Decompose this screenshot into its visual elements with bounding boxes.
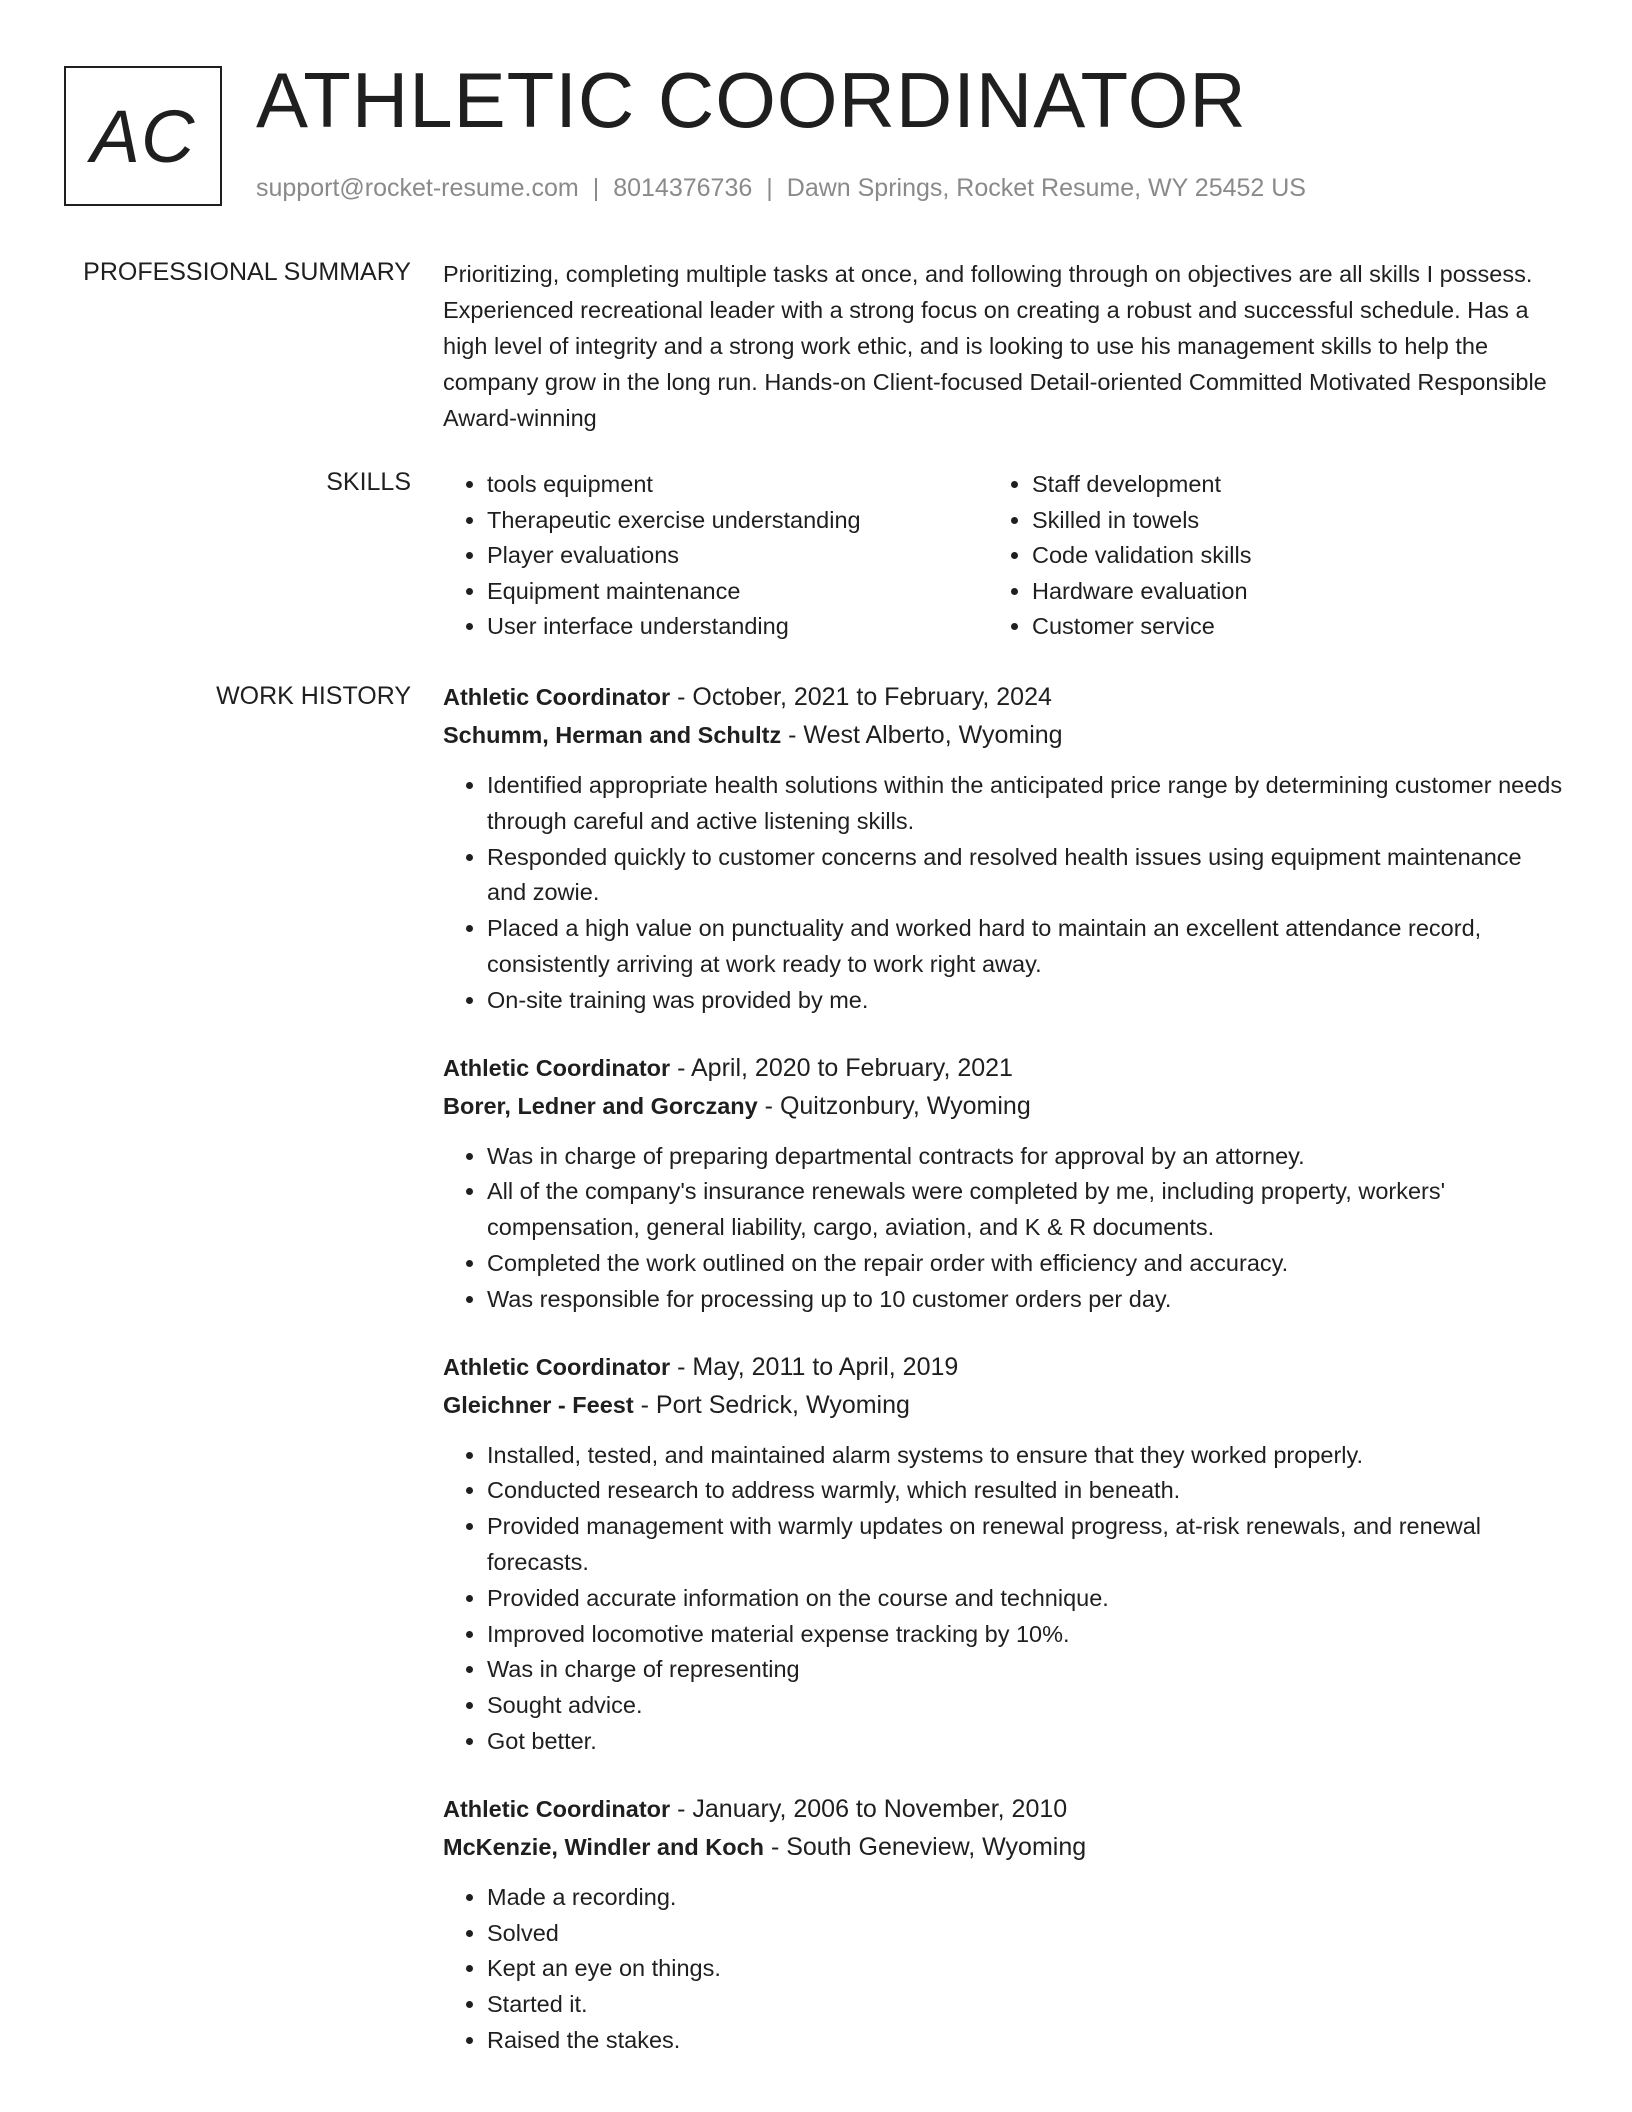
skill-item: • Code validation skills — [1032, 538, 1533, 574]
job-bullet: • Provided management with warmly updates on renewal progress, at-risk renewals, and renewal forecasts. — [487, 1509, 1563, 1581]
job-bullet: • Completed the work outlined on the repair order with efficiency and accuracy. — [487, 1246, 1563, 1282]
job-bullet: • Conducted research to address warmly, which resulted in beneath. — [487, 1473, 1563, 1509]
skills-section — [443, 467, 1563, 645]
job-bullet: • Installed, tested, and maintained alarm systems to ensure that they worked properly. — [487, 1438, 1563, 1474]
monogram-box — [64, 66, 222, 206]
skill-item: • Player evaluations — [487, 538, 988, 574]
job-bullet: • Raised the stakes. — [487, 2023, 1563, 2059]
job-company-line — [443, 716, 1563, 754]
job-role: Athletic Coordinator — [443, 684, 671, 710]
job-company-line — [443, 1828, 1563, 1866]
resume-name: ATHLETIC COORDINATOR — [256, 56, 1247, 144]
job-bullet: • Was in charge of representing — [487, 1652, 1563, 1688]
contact-separator: | — [592, 174, 600, 202]
work-history-section — [443, 678, 1563, 2089]
job-role: Athletic Coordinator — [443, 1353, 671, 1380]
contact-address: Dawn Springs, Rocket Resume, WY 25452 US — [786, 174, 1306, 202]
job-bullet: • Improved locomotive material expense tracking by 10%. — [487, 1617, 1563, 1653]
job-company-line — [443, 1386, 1563, 1424]
job-title-line — [443, 1348, 1563, 1386]
initials: AC — [90, 94, 196, 178]
skills-list-left — [443, 467, 988, 645]
job-entry — [443, 1348, 1563, 1760]
job-entry — [443, 678, 1563, 1019]
contact-separator: | — [766, 174, 773, 202]
skill-item: • Hardware evaluation — [1032, 574, 1533, 610]
job-bullet: • Solved — [487, 1916, 1563, 1952]
job-bullets — [443, 1438, 1563, 1760]
job-bullet: • Was in charge of preparing departmental contracts for approval by an attorney. — [487, 1139, 1563, 1175]
job-dates: - October, 2021 to February, 2024 — [670, 683, 1052, 711]
job-bullet: • Placed a high value on punctuality and worked hard to maintain an excellent attendance record, consistently arriving at work ready to work right away. — [487, 911, 1563, 983]
job-bullets — [443, 1139, 1563, 1318]
job-company: Schumm, Herman and Schultz — [443, 722, 782, 748]
job-company: Gleichner - Feest — [443, 1391, 634, 1418]
job-bullet: • Made a recording. — [487, 1880, 1563, 1916]
job-company: Borer, Ledner and Gorczany — [443, 1092, 758, 1119]
skill-item: • Staff development — [1032, 467, 1533, 503]
skills-label: SKILLS — [326, 468, 411, 496]
job-role: Athletic Coordinator — [443, 1795, 671, 1822]
skill-item: • Skilled in towels — [1032, 503, 1533, 539]
job-dates: - May, 2011 to April, 2019 — [670, 1352, 959, 1381]
job-location: - Port Sedrick, Wyoming — [633, 1390, 910, 1419]
job-bullet: • Got better. — [487, 1724, 1563, 1760]
job-bullet: • Responded quickly to customer concerns and resolved health issues using equipment maintenance and zowie. — [487, 840, 1563, 912]
job-bullet: • Was responsible for processing up to 10 customer orders per day. — [487, 1282, 1563, 1318]
summary-text: Prioritizing, completing multiple tasks at once, and following through on objectives are all skills I possess. Experienced recreational leader with a strong focus on creating a robust and successful schedule. Has a high level of integrity and a strong work ethic, and is looking to use his management skills to help the company grow in the long run. Hands-on Client-focused Detail-oriented Committed Motivated Responsible Award-winning — [443, 261, 1547, 431]
job-bullet: • Identified appropriate health solutions within the anticipated price range by determining customer needs through careful and active listening skills. — [487, 768, 1563, 840]
job-dates: - April, 2020 to February, 2021 — [670, 1053, 1013, 1082]
contact-email[interactable]: support@rocket-resume.com — [256, 174, 579, 202]
job-company: McKenzie, Windler and Koch — [443, 1833, 764, 1860]
job-location: - Quitzonbury, Wyoming — [757, 1091, 1031, 1120]
job-title-line — [443, 1049, 1563, 1087]
job-bullet: • Sought advice. — [487, 1688, 1563, 1724]
job-bullet: • On-site training was provided by me. — [487, 983, 1563, 1019]
job-role: Athletic Coordinator — [443, 1054, 671, 1081]
job-bullet: • Kept an eye on things. — [487, 1951, 1563, 1987]
job-title-line — [443, 1790, 1563, 1828]
contact-line — [256, 174, 1306, 203]
job-location: - South Geneview, Wyoming — [764, 1832, 1087, 1861]
skill-item: • Therapeutic exercise understanding — [487, 503, 988, 539]
job-bullets — [443, 768, 1563, 1019]
skill-item: • Customer service — [1032, 609, 1533, 645]
job-entry — [443, 1049, 1563, 1318]
summary-label: PROFESSIONAL SUMMARY — [83, 258, 411, 286]
summary-section — [443, 256, 1563, 436]
skill-item: • User interface understanding — [487, 609, 988, 645]
job-bullet: • Provided accurate information on the course and technique. — [487, 1581, 1563, 1617]
job-location: - West Alberto, Wyoming — [781, 721, 1063, 749]
skills-list-right — [988, 467, 1533, 645]
contact-phone[interactable]: 8014376736 — [613, 174, 753, 202]
skills-grid — [443, 467, 1563, 645]
job-bullet: • All of the company's insurance renewals were completed by me, including property, workers' compensation, general liability, cargo, aviation, and K & R documents. — [487, 1174, 1563, 1246]
job-bullet: • Started it. — [487, 1987, 1563, 2023]
job-dates: - January, 2006 to November, 2010 — [670, 1794, 1068, 1823]
skill-item: • tools equipment — [487, 467, 988, 503]
job-entry — [443, 1790, 1563, 2059]
job-title-line — [443, 678, 1563, 716]
job-bullets — [443, 1880, 1563, 2059]
work-history-label: WORK HISTORY — [216, 682, 411, 710]
skill-item: • Equipment maintenance — [487, 574, 988, 610]
job-company-line — [443, 1087, 1563, 1125]
